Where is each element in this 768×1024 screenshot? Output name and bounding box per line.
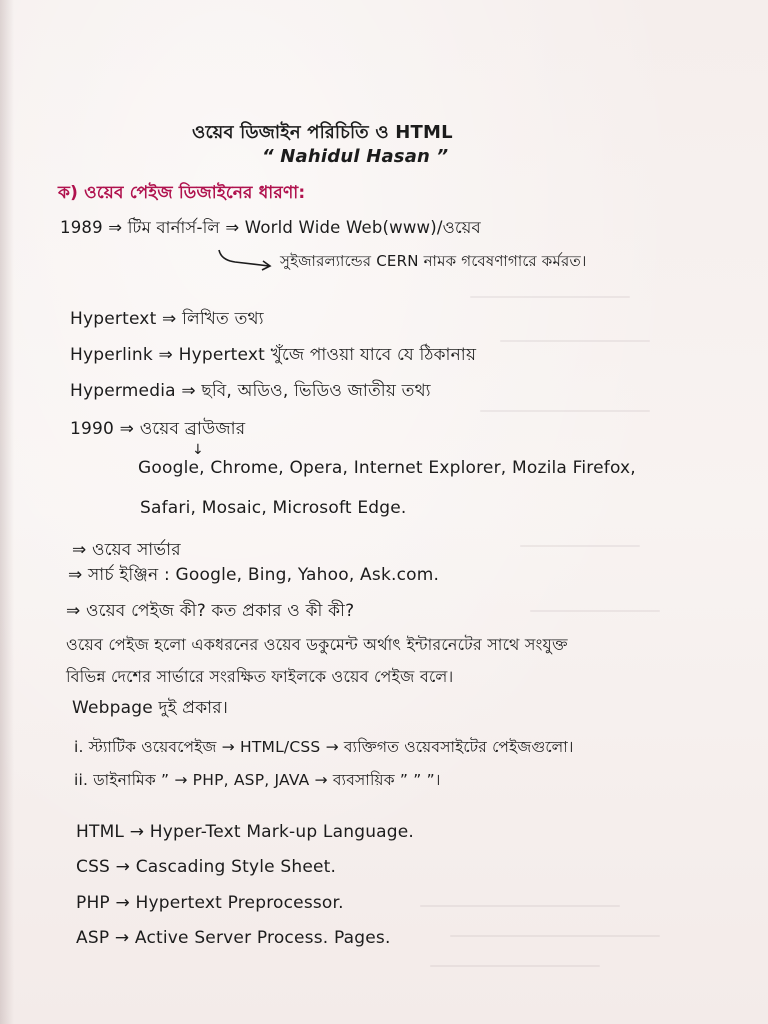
cern-note-line: সুইজারল্যান্ডের CERN নামক গবেষণাগারে কর্মরত। xyxy=(280,252,587,270)
css-full-form: CSS → Cascading Style Sheet. xyxy=(76,857,337,877)
bleed-mark xyxy=(530,610,660,612)
html-full-form: HTML → Hyper-Text Mark-up Language. xyxy=(76,822,415,842)
author-name: “ Nahidul Hasan ” xyxy=(262,146,449,167)
scan-edge-shadow xyxy=(0,0,14,1024)
bleed-mark xyxy=(470,296,630,298)
static-webpage-line: i. স্ট্যাটিক ওয়েবপেইজ → HTML/CSS → ব্যক্তিগত ওয়েবসাইটের পেইজগুলো। xyxy=(74,738,574,756)
hyperlink-def: Hyperlink ⇒ Hypertext খুঁজে পাওয়া যাবে যে ঠিকানায় xyxy=(70,345,477,365)
bleed-mark xyxy=(420,905,620,907)
history-www-line: 1989 ⇒ টিম বার্নার্স-লি ⇒ World Wide Web(www)/ওয়েব xyxy=(60,218,481,237)
webpage-definition-line-1: ওয়েব পেইজ হলো একধরনের ওয়েব ডকুমেন্ট অর্থাৎ ইন্টারনেটের সাথে সংযুক্ত xyxy=(66,635,568,654)
hypertext-def: Hypertext ⇒ লিখিত তথ্য xyxy=(70,309,264,329)
webpage-types-line: Webpage দুই প্রকার। xyxy=(72,698,229,718)
browser-list-line-1: Google, Chrome, Opera, Internet Explorer, Mozila Firefox, xyxy=(138,458,636,478)
php-full-form: PHP → Hypertext Preprocessor. xyxy=(76,893,344,913)
asp-full-form: ASP → Active Server Process. Pages. xyxy=(76,928,391,948)
bleed-mark xyxy=(480,410,650,412)
bleed-mark xyxy=(500,340,650,342)
browser-list-line-2: Safari, Mosaic, Microsoft Edge. xyxy=(140,498,407,518)
hypermedia-def: Hypermedia ⇒ ছবি, অডিও, ভিডিও জাতীয় তথ্য xyxy=(70,381,431,401)
web-server-line: ⇒ ওয়েব সার্ভার xyxy=(72,540,181,560)
webpage-question-line: ⇒ ওয়েব পেইজ কী? কত প্রকার ও কী কী? xyxy=(66,601,355,621)
webpage-definition-line-2: বিভিন্ন দেশের সার্ভারে সংরক্ষিত ফাইলকে ওয়েব পেইজ বলে। xyxy=(66,667,454,686)
down-arrow-icon: ↓ xyxy=(192,442,204,458)
page-title: ওয়েব ডিজাইন পরিচিতি ও HTML xyxy=(192,122,453,143)
bleed-mark xyxy=(450,935,660,937)
dynamic-webpage-line: ii. ডাইনামিক ” → PHP, ASP, JAVA → ব্যবসায়িক ” ” ”। xyxy=(74,771,441,789)
bleed-mark xyxy=(430,965,600,967)
browser-year-line: 1990 ⇒ ওয়েব ব্রাউজার xyxy=(70,419,246,439)
bleed-mark xyxy=(520,545,640,547)
search-engine-line: ⇒ সার্চ ইঞ্জিন : Google, Bing, Yahoo, Ask.com. xyxy=(68,565,440,585)
section-heading: ক) ওয়েব পেইজ ডিজাইনের ধারণা: xyxy=(58,183,306,203)
hook-arrow-icon xyxy=(215,246,275,272)
